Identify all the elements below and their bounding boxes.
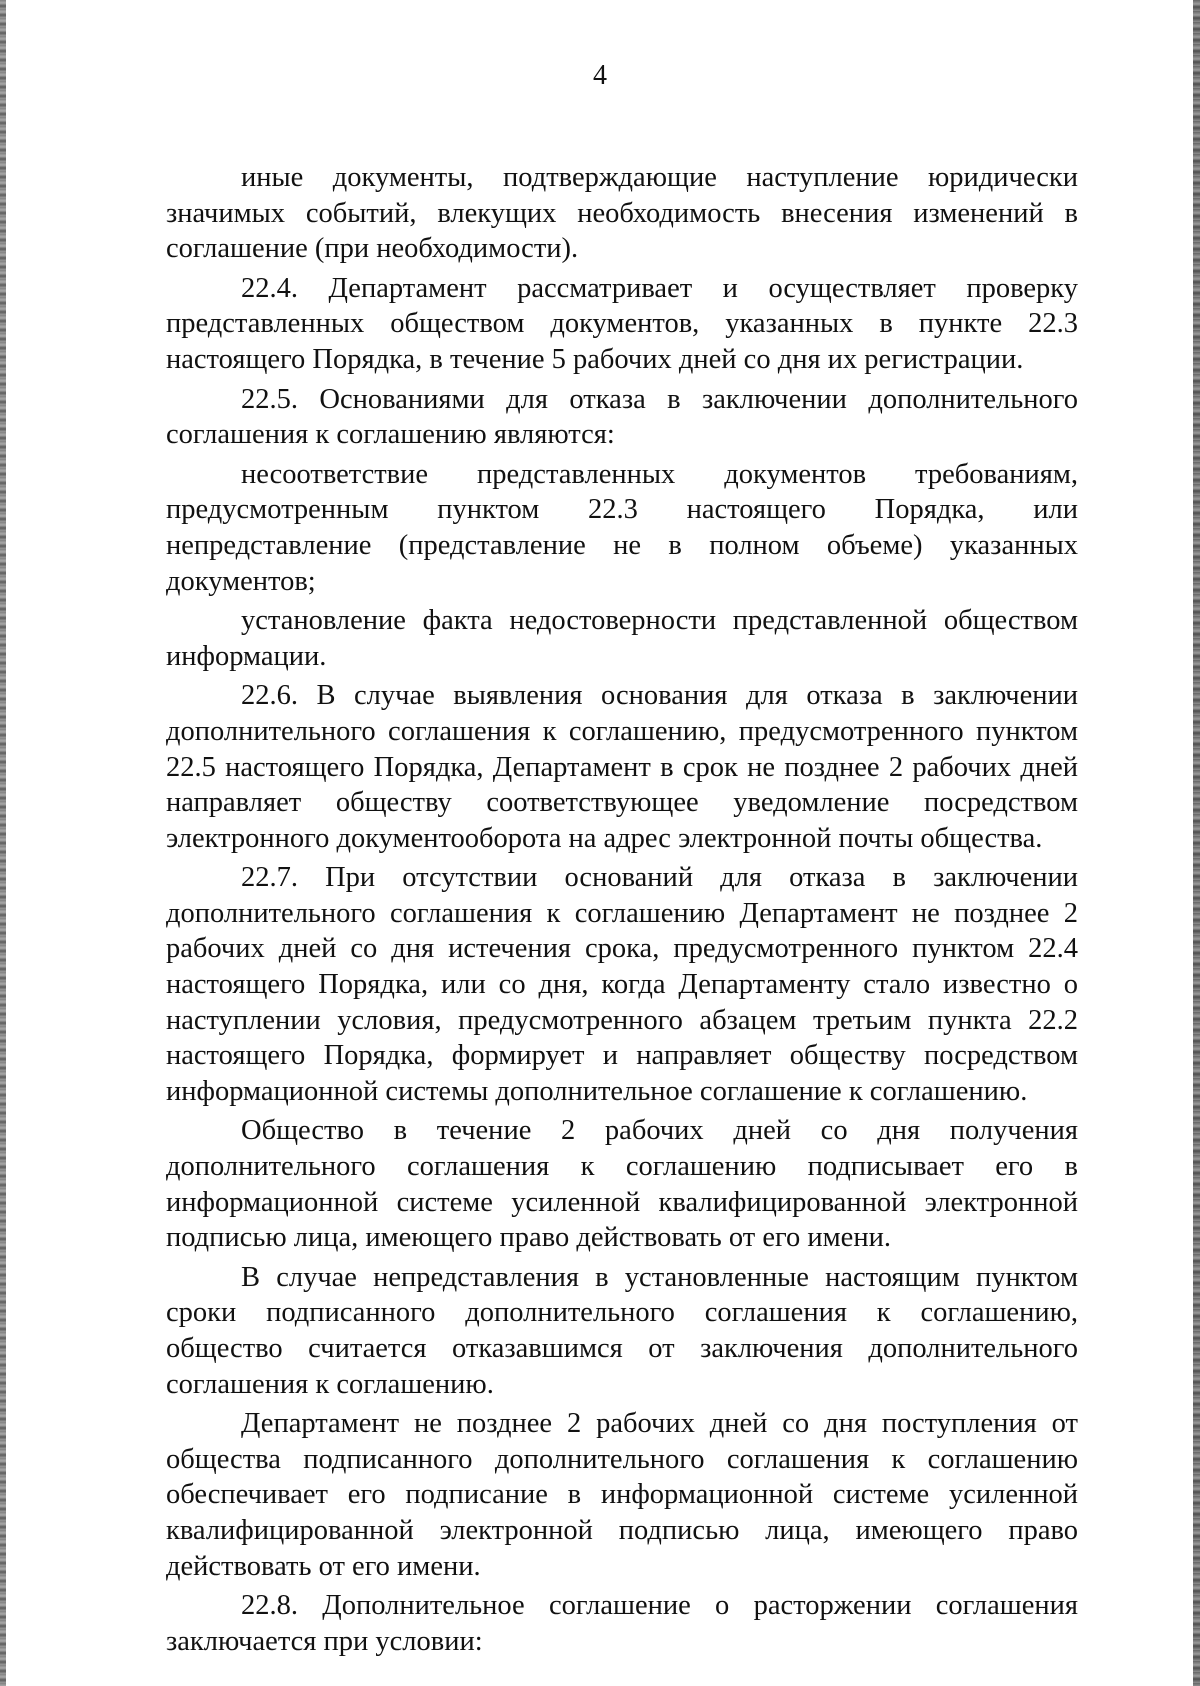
paragraph-mismatch: несоответствие представленных документов требованиям, предусмотренным пунктом 22.3 настоящего Порядка, или непредставление (представление не в полном объеме) указанных документов; <box>166 458 1078 597</box>
paragraph-22-7: 22.7. При отсутствии оснований для отказа в заключении дополнительного соглашения к соглашению Департамент не позднее 2 рабочих дней со дня истечения срока, предусмотренного пунктом 22.4 настоящего Порядка, или со дня, когда Департаменту стало известно о наступлении условия, предусмотренного абзацем третьим пункта 22.2 настоящего Порядка, формирует и направляет обществу посредством информационной системы дополнительное соглашение к соглашению. <box>166 862 1078 1107</box>
scan-edge-right <box>1193 0 1200 1686</box>
paragraph-company-signs: Общество в течение 2 рабочих дней со дня получения дополнительного соглашения к соглашению подписывает его в информационной системе усиленной квалифицированной электронной подписью лица, имеющего право действовать от его имени. <box>166 1115 1078 1254</box>
paragraph-non-submission: В случае непредставления в установленные настоящим пунктом сроки подписанного дополнительного соглашения к соглашению, общество считается отказавшимся от заключения дополнительного соглашения к соглашению. <box>166 1261 1078 1400</box>
page-number: 4 <box>593 60 607 91</box>
paragraph-other-documents: иные документы, подтверждающие наступление юридически значимых событий, влекущих необходимость внесения изменений в соглашение (при необходимости). <box>166 162 1078 265</box>
document-body <box>166 160 1078 1659</box>
paragraph-22-4: 22.4. Департамент рассматривает и осуществляет проверку представленных обществом документов, указанных в пункте 22.3 настоящего Порядка, в течение 5 рабочих дней со дня их регистрации. <box>166 272 1078 375</box>
paragraph-department-signs: Департамент не позднее 2 рабочих дней со дня поступления от общества подписанного дополнительного соглашения к соглашению обеспечивает его подписание в информационной системе усиленной квалифицированной электронной подписью лица, имеющего право действовать от его имени. <box>166 1408 1078 1582</box>
paragraph-22-6: 22.6. В случае выявления основания для отказа в заключении дополнительного соглашения к соглашению, предусмотренного пунктом 22.5 настоящего Порядка, Департамент в срок не позднее 2 рабочих дней направляет обществу соответствующее уведомление посредством электронного документооборота на адрес электронной почты общества. <box>166 680 1078 854</box>
paragraph-22-5: 22.5. Основаниями для отказа в заключении дополнительного соглашения к соглашению являются: <box>166 383 1078 451</box>
paragraph-unreliable-info: установление факта недостоверности представленной обществом информации. <box>166 605 1078 672</box>
paragraph-22-8: 22.8. Дополнительное соглашение о расторжении соглашения заключается при условии: <box>166 1590 1078 1657</box>
scan-edge-left <box>0 0 6 1686</box>
